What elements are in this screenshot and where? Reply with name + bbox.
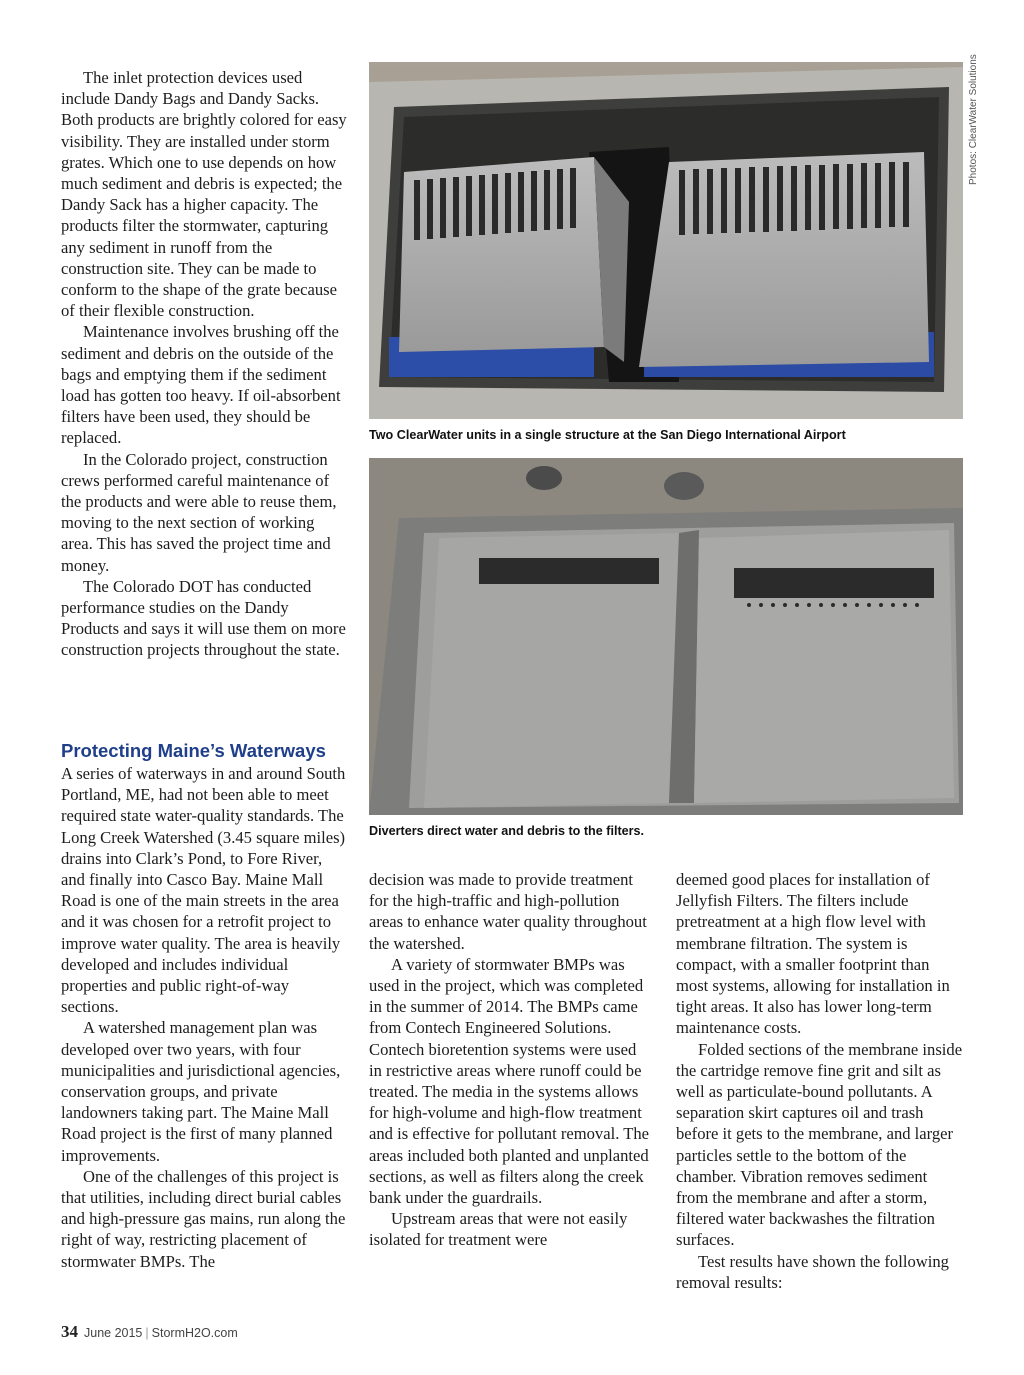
body-paragraph: A series of waterways in and around South Portland, ME, had not been able to meet required state water-quality standards. The Long Creek Watershed (3.45 square miles) drains into Clark’s Pond, to Fore River, and finally into Casco Bay. Maine Mall Road is one of the main streets in the area and it was chosen for a retrofit project to improve water quality. The area is heavily developed and includes individual properties and public right-of-way sections. xyxy=(61,764,346,1017)
body-paragraph: decision was made to provide treatment for the high-traffic and high-pollution areas to enhance water quality throughout the watershed. xyxy=(369,870,647,953)
body-paragraph: Test results have shown the following removal results: xyxy=(676,1251,949,1292)
issue-date: June 2015 xyxy=(84,1326,143,1340)
page-footer xyxy=(61,1322,238,1342)
photo-credit: Photos: ClearWater Solutions xyxy=(968,54,979,185)
section-heading: Protecting Maine’s Waterways xyxy=(61,740,326,761)
photo-caption: Diverters direct water and debris to the filters. xyxy=(369,824,645,838)
body-paragraph: The Colorado DOT has conducted performance studies on the Dandy Products and says it will use them on more construction projects throughout the state. xyxy=(61,576,346,660)
middle-column xyxy=(369,869,652,1251)
section-column xyxy=(61,763,347,1272)
body-paragraph: Folded sections of the membrane inside the cartridge remove fine grit and silt as well as particulate-bound pollutants. A separation skirt captures oil and trash before it gets to the membrane, and larger particles settle to the bottom of the chamber. Vibration removes sediment from the membrane and after a storm, filtered water backwashes the filtration surfaces. xyxy=(676,1039,963,1250)
page-number: 34 xyxy=(61,1322,78,1341)
footer-divider: | xyxy=(145,1326,149,1340)
photo-clearwater-units xyxy=(369,62,963,419)
body-paragraph: Maintenance involves brushing off the sediment and debris on the outside of the bags and emptying them if the sediment load has gotten too heavy. If oil-absorbent filters have been used, they should be replaced. xyxy=(61,322,341,448)
body-paragraph: The inlet protection devices used include Dandy Bags and Dandy Sacks. Both products are brightly colored for easy visibility. They are installed under storm grates. Which one to use depends on how much sediment and debris is expected; the Dandy Sack has a higher capacity. The products filter the stormwater, capturing any sediment in runoff from the construction site. They can be made to conform to the shape of the grate because of their flexible construction. xyxy=(61,68,347,321)
body-paragraph: A variety of stormwater BMPs was used in the project, which was completed in the summer of 2014. The BMPs came from Contech Engineered Solutions. Contech bioretention systems were used in restrictive areas where runoff could be treated. The media in the systems allows for high-volume and high-flow treatment and is effective for pollutant removal. The areas included both planted and unplanted sections, as well as filters along the creek bank under the guardrails. xyxy=(369,954,650,1208)
right-column xyxy=(676,869,963,1293)
body-paragraph: A watershed management plan was developed over two years, with four municipalities and jurisdictional agencies, conservation groups, and private landowners taking part. The Maine Mall Road project is the first of many planned improvements. xyxy=(61,1018,341,1165)
photo-caption: Two ClearWater units in a single structure at the San Diego International Airport xyxy=(369,428,846,442)
site-link[interactable]: StormH2O.com xyxy=(151,1326,238,1340)
body-paragraph: deemed good places for installation of Jellyfish Filters. The filters include pretreatment at a high flow level with membrane filtration. The system is compact, with a smaller footprint than most systems, allowing for installation in tight areas. It also has lower long-term maintenance costs. xyxy=(676,870,950,1038)
body-paragraph: Upstream areas that were not easily isolated for treatment were xyxy=(369,1209,628,1250)
body-paragraph: One of the challenges of this project is that utilities, including direct burial cables and high-pressure gas mains, run along the right of way, restricting placement of stormwater BMPs. The xyxy=(61,1166,346,1271)
body-paragraph: In the Colorado project, construction crews performed careful maintenance of the products and were able to reuse them, moving to the next section of working area. This has saved the project time and money. xyxy=(61,449,337,575)
left-column xyxy=(61,67,347,661)
photo-diverters xyxy=(369,458,963,815)
